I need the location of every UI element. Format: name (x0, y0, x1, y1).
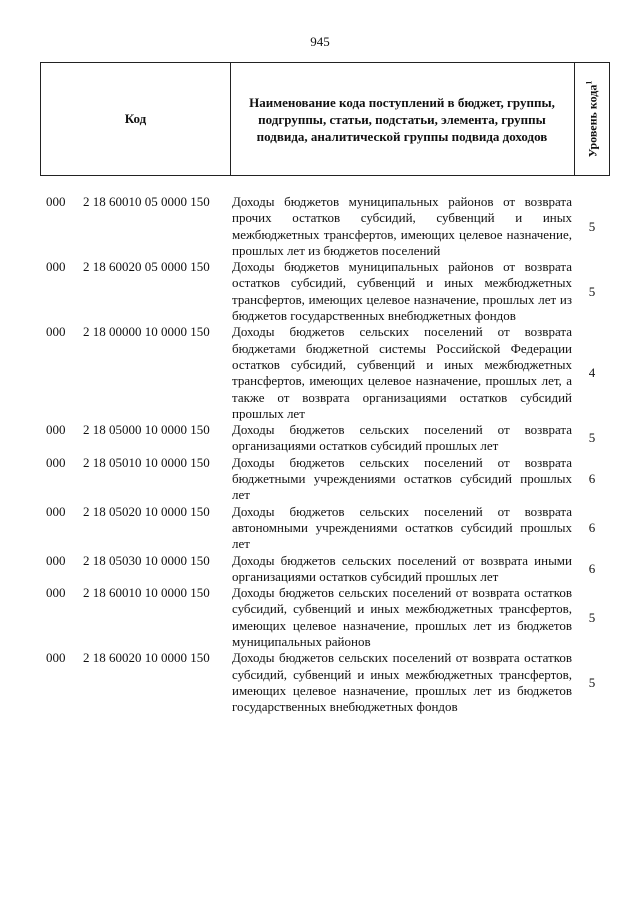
revenue-name: Доходы бюджетов сельских поселений от возврата автономными учреждениями остатков субсидий прошлых лет (232, 503, 572, 552)
revenue-code: 2 18 05000 10 0000 150 (83, 422, 210, 438)
code-level: 5 (588, 283, 596, 299)
table-row (0, 324, 640, 422)
admin-code: 000 (46, 552, 66, 568)
revenue-name: Доходы бюджетов сельских поселений от возврата остатков субсидий, субвенций и иных межбюджетных трансфертов, имеющих целевое назначение, прошлых лет из бюджетов муниципальных районов (232, 585, 572, 650)
table-body (0, 194, 640, 716)
admin-code: 000 (46, 585, 66, 601)
code-level: 5 (588, 218, 596, 234)
revenue-code: 2 18 05010 10 0000 150 (83, 454, 210, 470)
header-level-text (584, 81, 600, 158)
table-row (0, 194, 640, 259)
table-row (0, 504, 640, 553)
header-code: Код (41, 63, 231, 175)
admin-code: 000 (46, 194, 66, 209)
header-name: Наименование кода поступлений в бюджет, группы, подгруппы, статьи, подстатьи, элемента, группы подвида, аналитической группы подвида доходов (230, 63, 575, 175)
revenue-name: Доходы бюджетов сельских поселений от возврата иными организациями остатков субсидий прошлых лет (232, 552, 572, 584)
admin-code: 000 (46, 259, 66, 275)
admin-code: 000 (46, 503, 66, 519)
revenue-code: 2 18 60020 05 0000 150 (83, 259, 210, 275)
code-level: 5 (588, 430, 596, 446)
revenue-code: 2 18 60010 05 0000 150 (83, 194, 210, 209)
table-row (0, 422, 640, 455)
header-level-footnote: 1 (584, 80, 593, 85)
header-level-label: Уровень кода (585, 84, 599, 158)
revenue-code: 2 18 60020 10 0000 150 (83, 650, 210, 666)
table-header (40, 62, 610, 176)
revenue-code: 2 18 05020 10 0000 150 (83, 503, 210, 519)
revenue-name: Доходы бюджетов сельских поселений от возврата бюджетами бюджетной системы Российской Федерации остатков субсидий, субвенций и иных межбюджетных трансфертов, имеющих целевое назначение, прошлых лет, а также от возврата организациями остатков субсидий прошлых лет (232, 324, 572, 421)
revenue-name: Доходы бюджетов сельских поселений от возврата бюджетными учреждениями остатков субсидий прошлых лет (232, 454, 572, 503)
code-level: 6 (588, 520, 596, 536)
code-level: 4 (588, 365, 596, 381)
revenue-code: 2 18 00000 10 0000 150 (83, 324, 210, 340)
table-row (0, 553, 640, 586)
revenue-code: 2 18 60010 10 0000 150 (83, 585, 210, 601)
code-level: 6 (588, 560, 596, 576)
table-row (0, 455, 640, 504)
revenue-name: Доходы бюджетов муниципальных районов от возврата прочих остатков субсидий, субвенций и иных межбюджетных трансфертов, имеющих целевое назначение, прошлых лет из бюджетов поселений (232, 194, 572, 258)
admin-code: 000 (46, 454, 66, 470)
code-level: 6 (588, 471, 596, 487)
code-level: 5 (588, 674, 596, 690)
page-number: 945 (310, 34, 330, 49)
admin-code: 000 (46, 324, 66, 340)
revenue-name: Доходы бюджетов сельских поселений от возврата организациями остатков субсидий прошлых лет (232, 422, 572, 454)
revenue-name: Доходы бюджетов сельских поселений от возврата остатков субсидий, субвенций и иных межбюджетных трансфертов, имеющих целевое назначение, прошлых лет из бюджетов государственных внебюджетных фондов (232, 650, 572, 715)
code-level: 5 (588, 609, 596, 625)
admin-code: 000 (46, 650, 66, 666)
revenue-code: 2 18 05030 10 0000 150 (83, 552, 210, 568)
table-row (0, 259, 640, 324)
revenue-name: Доходы бюджетов муниципальных районов от возврата остатков субсидий, субвенций и иных межбюджетных трансфертов, имеющих целевое назначение, прошлых лет из бюджетов государственных внебюджетных фондов (232, 259, 572, 324)
header-level (575, 63, 609, 175)
admin-code: 000 (46, 422, 66, 438)
table-row (0, 650, 640, 715)
table-row (0, 585, 640, 650)
